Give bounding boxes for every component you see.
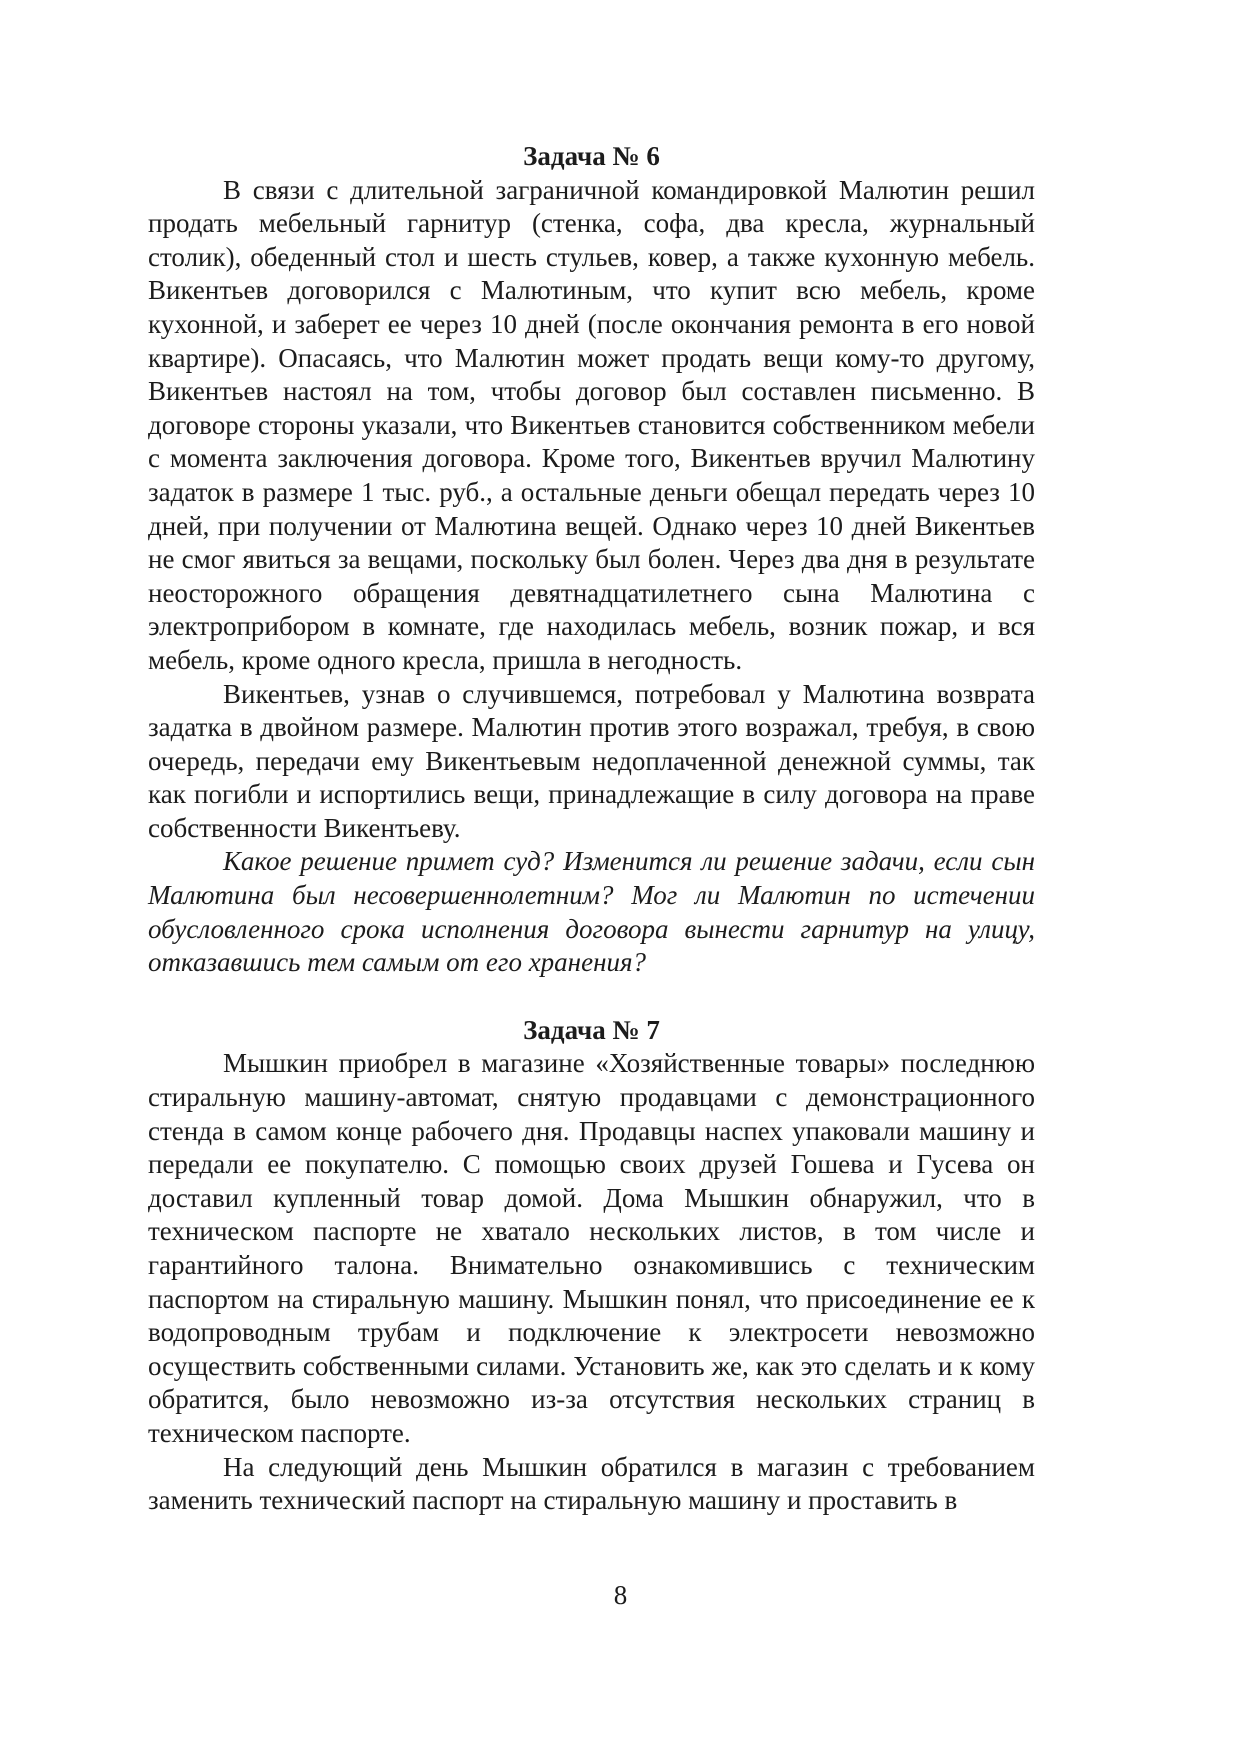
- task-7-heading: Задача № 7: [523, 1014, 660, 1045]
- page-number: 8: [613, 1580, 628, 1610]
- task-6-paragraph-2: Викентьев, узнав о случившемся, потребовал у Малютина возврата задатка в двойном размере. Малютин против этого возражал, требуя, в свою очередь, передачи ему Викентьевым недоплаченной денежной суммы, так как погибли и испортились вещи, принадлежащие в силу договора на праве собственности Викентьеву.: [148, 678, 1035, 843]
- section-gap: [148, 980, 1035, 1014]
- task-6-paragraph-1: В связи с длительной заграничной командировкой Малютин решил продать мебельный гарнитур (стенка, софа, два кресла, журнальный столик), обеденный стол и шесть стульев, ковер, а также кухонную мебель. Викентьев договорился с Малютиным, что купит всю мебель, кроме кухонной, и заберет ее через 10 дней (после окончания ремонта в его новой квартире). Опасаясь, что Малютин может продать вещи кому-то другому, Викентьев настоял на том, чтобы договор был составлен письменно. В договоре стороны указали, что Викентьев становится собственником мебели с момента заключения договора. Кроме того, Викентьев вручил Малютину задаток в размере 1 тыс. руб., а остальные деньги обещал передать через 10 дней, при получении от Малютина вещей. Однако через 10 дней Викентьев не смог явиться за вещами, поскольку был болен. Через два дня в результате неосторожного обращения девятнадцатилетнего сына Малютина с электроприбором в комнате, где находилась мебель, возник пожар, и вся мебель, кроме одного кресла, пришла в негодность.: [148, 174, 1035, 675]
- task-6-heading: Задача № 6: [523, 141, 660, 171]
- task-7-paragraph-1: Мышкин приобрел в магазине «Хозяйственные товары» последнюю стиральную машину-автомат, снятую продавцами с демонстрационного стенда в самом конце рабочего дня. Продавцы наспех упаковали машину и передали ее покупателю. С помощью своих друзей Гошева и Гусева он доставил купленный товар домой. Дома Мышкин обнаружил, что в техническом паспорте не хватало нескольких листов, в том числе и гарантийного талона. Внимательно ознакомившись с техническим паспортом на стиральную машину. Мышкин понял, что присоединение ее к водопроводным трубам и подключение к электросети невозможно осуществить собственными силами. Установить же, как это сделать и к кому обратится, было невозможно из-за отсутствия нескольких страниц в техническом паспорте.: [148, 1048, 1035, 1448]
- document-page: [148, 140, 1035, 1518]
- task-6-question: Какое решение примет суд? Изменится ли решение задачи, если сын Малютина был несовершеннолетним? Мог ли Малютин по истечении обусловленного срока исполнения договора вынести гарнитур на улицу, отказавшись тем самым от его хранения?: [148, 846, 1035, 978]
- task-7-paragraph-2: На следующий день Мышкин обратился в магазин с требованием заменить технический паспорт на стиральную машину и проставить в: [148, 1451, 1035, 1516]
